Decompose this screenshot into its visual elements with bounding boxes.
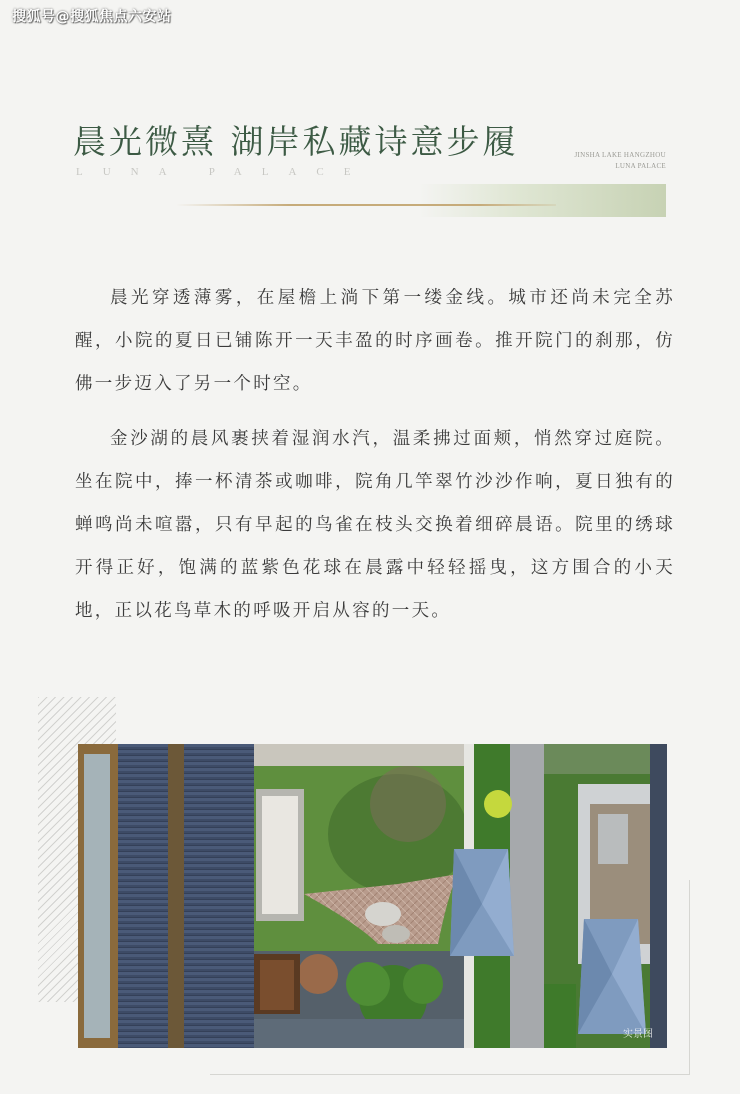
decorative-frame-line [689, 880, 690, 1075]
paragraph-2: 金沙湖的晨风裹挟着湿润水汽，温柔拂过面颊，悄然穿过庭院。坐在院中，捧一杯清茶或咖啡，院角几竿翠竹沙沙作响，夏日独有的蝉鸣尚未喧嚣，只有早起的鸟雀在枝头交换着细碎晨语。院里的绣球开得正好，饱满的蓝紫色花球在晨露中轻轻摇曳，这方围合的小天地，正以花鸟草木的呼吸开启从容的一天。 [75, 429, 675, 621]
brand-line-1: JINSHA LAKE HANGZHOU [574, 151, 666, 159]
courtyard-photo [78, 744, 667, 1048]
subtitle-english: LUNA PALACE [76, 166, 371, 178]
page-title: 晨光微熹 湖岸私藏诗意步履 [73, 122, 519, 161]
brand-label [556, 150, 666, 172]
decorative-gold-line [176, 204, 556, 206]
decorative-frame-line [210, 1074, 690, 1075]
decorative-green-band [418, 184, 666, 217]
paragraph-1: 晨光穿透薄雾，在屋檐上淌下第一缕金线。城市还尚未完全苏醒，小院的夏日已铺陈开一天丰盈的时序画卷。推开院门的刹那，仿佛一步迈入了另一个时空。 [75, 288, 675, 394]
courtyard-aerial-image [78, 744, 667, 1048]
brand-line-2: LUNA PALACE [615, 162, 666, 170]
watermark: 搜狐号@搜狐焦点六安站 [12, 9, 172, 25]
photo-caption: 实景图 [623, 1029, 653, 1040]
